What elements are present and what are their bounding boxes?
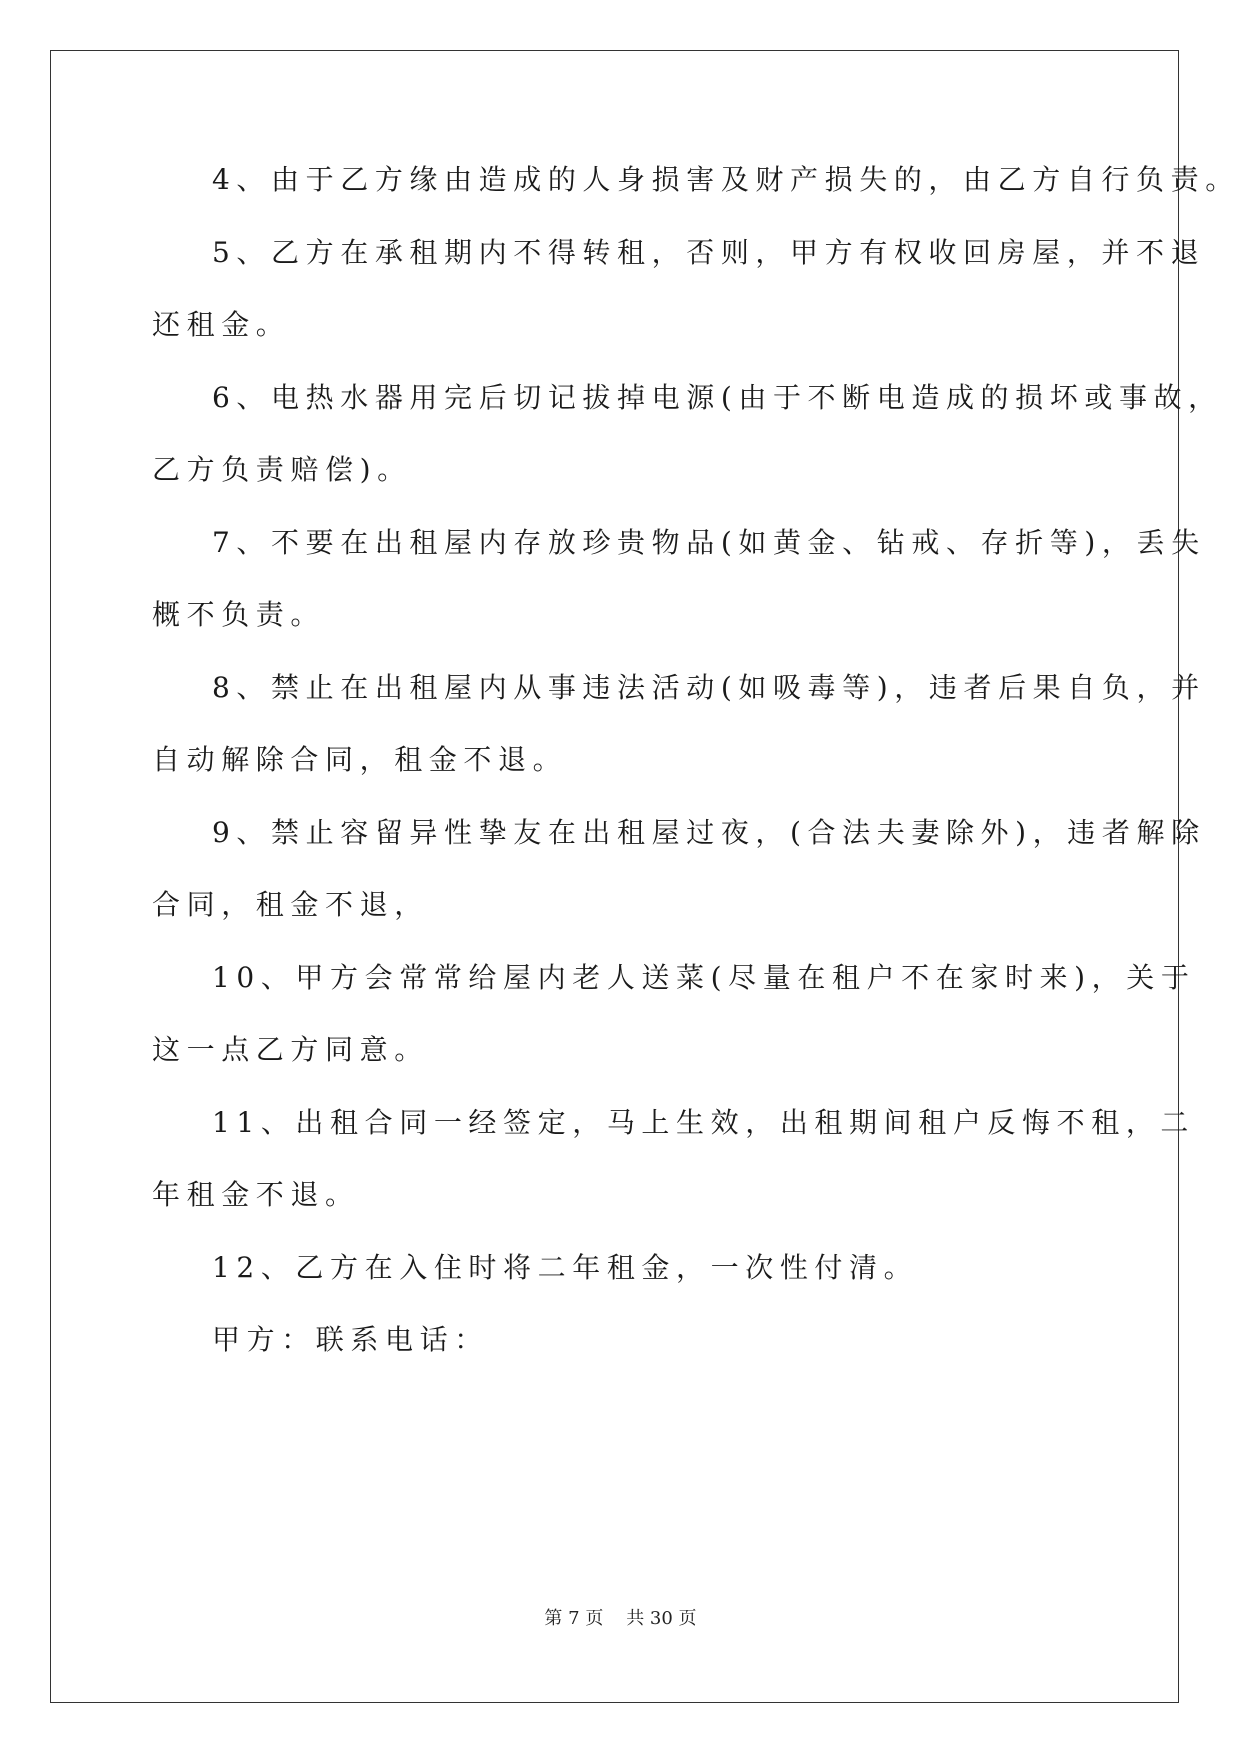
- clause-10-line-1: 10、甲方会常常给屋内老人送菜(尽量在租户不在家时来)，关于: [212, 961, 1196, 994]
- clause-8-line-1: 8、禁止在出租屋内从事违法活动(如吸毒等)，违者后果自负，并: [212, 671, 1206, 704]
- clause-12-line-1: 12、乙方在入住时将二年租金，一次性付清。: [212, 1251, 919, 1284]
- page-footer: [0, 1607, 1241, 1631]
- clause-9-line-2: 合同，租金不退，: [152, 888, 429, 921]
- clause-11-line-2: 年租金不退。: [152, 1178, 360, 1211]
- clause-7-line-1: 7、不要在出租屋内存放珍贵物品(如黄金、钻戒、存折等)，丢失: [212, 526, 1206, 559]
- clause-7-line-2: 概不负责。: [152, 598, 326, 631]
- clause-11-line-1: 11、出租合同一经签定，马上生效，出租期间租户反悔不租，二: [212, 1106, 1196, 1139]
- clause-5-line-2: 还租金。: [152, 308, 291, 341]
- party-a-contact-line: 甲方：联系电话：: [212, 1323, 489, 1356]
- clause-10-line-2: 这一点乙方同意。: [152, 1033, 429, 1066]
- clause-6-line-2: 乙方负责赔偿)。: [152, 453, 412, 486]
- page-number: 第 7 页 共 30 页: [544, 1608, 697, 1629]
- clause-9-line-1: 9、禁止容留异性挚友在出租屋过夜，(合法夫妻除外)，违者解除: [212, 816, 1206, 849]
- clause-8-line-2: 自动解除合同，租金不退。: [152, 743, 568, 776]
- page-border: [50, 50, 1179, 1703]
- clause-6-line-1: 6、电热水器用完后切记拔掉电源(由于不断电造成的损坏或事故，: [212, 381, 1223, 414]
- clause-5-line-1: 5、乙方在承租期内不得转租，否则，甲方有权收回房屋，并不退: [212, 236, 1206, 269]
- clause-4-line-1: 4、由于乙方缘由造成的人身损害及财产损失的，由乙方自行负责。: [212, 163, 1240, 196]
